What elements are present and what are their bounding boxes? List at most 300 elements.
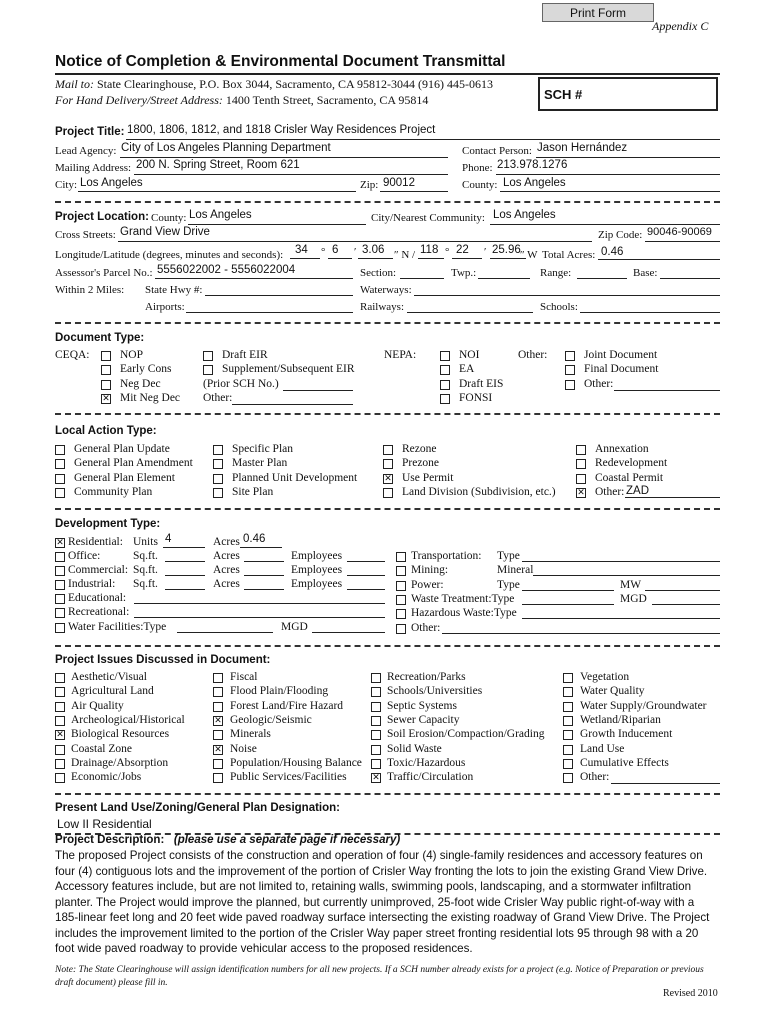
draft-eis-checkbox[interactable] [440, 380, 450, 390]
other-checkbox[interactable] [563, 773, 573, 783]
location-county-field[interactable]: Los Angeles [189, 209, 252, 221]
septic-systems-checkbox[interactable] [371, 702, 381, 712]
population-housing-balance-label: Population/Housing Balance [230, 756, 362, 769]
schools-label: Schools: [540, 301, 578, 313]
community-plan-label: Community Plan [74, 485, 153, 498]
contact-person-line [536, 157, 720, 158]
hazardous-type-line[interactable] [522, 618, 720, 619]
other-checkbox[interactable] [565, 380, 575, 390]
total-acres-line [598, 259, 720, 260]
prior-sch-no-label: (Prior SCH No.) [203, 377, 279, 390]
doc-other-line[interactable] [614, 390, 720, 391]
other-label: Other: [203, 391, 233, 404]
draft-eis-label: Draft EIS [459, 377, 504, 390]
waste-type-line[interactable] [522, 604, 614, 605]
water-type-line[interactable] [177, 632, 273, 633]
coastal-permit-checkbox[interactable] [576, 474, 586, 484]
planned-unit-development-label: Planned Unit Development [232, 471, 358, 484]
sch-number-field[interactable]: SCH # [538, 77, 718, 111]
lead-agency-line [120, 157, 448, 158]
power-label: Power: [411, 578, 444, 591]
nearest-community-label: City/Nearest Community: [371, 212, 485, 224]
zip-line [380, 191, 448, 192]
agricultural-land-label: Agricultural Land [71, 685, 154, 698]
hand-delivery-line [55, 93, 428, 108]
development-type-heading: Development Type: [55, 518, 161, 530]
recreational-checkbox[interactable] [55, 608, 65, 618]
power-type-line[interactable] [522, 590, 614, 591]
general-plan-update-checkbox[interactable] [55, 445, 65, 455]
geologic-seismic-label: Geologic/Seismic [230, 713, 312, 726]
air-quality-label: Air Quality [71, 699, 124, 712]
section-label: Section: [360, 267, 397, 279]
phone-field[interactable]: 213.978.1276 [497, 159, 568, 171]
early-cons-checkbox[interactable] [101, 365, 111, 375]
waterways-label: Waterways: [360, 284, 412, 296]
site-plan-checkbox[interactable] [213, 488, 223, 498]
biological-resources-checkbox[interactable]: ✕ [56, 730, 64, 741]
population-housing-balance-checkbox[interactable] [213, 759, 223, 769]
section-divider [55, 508, 720, 510]
ea-label: EA [459, 363, 475, 376]
long-seconds-field[interactable]: 25.96 [492, 244, 521, 256]
airports-label: Airports: [145, 301, 185, 313]
hand-delivery-text: 1400 Tenth Street, Sacramento, CA 95814 [225, 93, 429, 107]
lead-agency-field[interactable]: City of Los Angeles Planning Department [121, 142, 331, 154]
base-line[interactable] [660, 278, 720, 279]
city-label: City: [55, 179, 78, 191]
total-acres-field[interactable]: 0.46 [601, 246, 624, 258]
master-plan-label: Master Plan [232, 457, 288, 470]
cross-streets-label: Cross Streets: [55, 229, 116, 241]
project-title-label: Project Title: [55, 126, 125, 138]
assessor-parcel-label: Assessor's Parcel No.: [55, 267, 153, 279]
vegetation-checkbox[interactable] [563, 673, 573, 683]
supplement-subsequent-eir-checkbox[interactable] [203, 365, 213, 375]
growth-inducement-checkbox[interactable] [563, 730, 573, 740]
hazardous-waste-type-label: Hazardous Waste:Type [411, 607, 517, 620]
city-line [78, 191, 356, 192]
other-checkbox[interactable]: ✕ [577, 487, 585, 498]
lat-degrees-line [290, 258, 320, 259]
range-line[interactable] [577, 278, 627, 279]
commercial-sqft-label: Sq.ft. [133, 564, 158, 576]
commercial-sqft-line[interactable] [165, 575, 205, 576]
vegetation-label: Vegetation [580, 671, 630, 683]
office-employees-line[interactable] [347, 561, 385, 562]
location-county-line [188, 224, 366, 225]
water-supply-groundwater-checkbox[interactable] [563, 702, 573, 712]
hazardous-waste-type-checkbox[interactable] [396, 609, 406, 619]
solid-waste-checkbox[interactable] [371, 745, 381, 755]
general-plan-element-checkbox[interactable] [55, 474, 65, 484]
land-use-field[interactable]: Low II Residential [57, 817, 152, 831]
office-label: Office: [68, 550, 101, 562]
nepa-label: NEPA: [384, 349, 417, 361]
power-type-label: Type [497, 579, 520, 591]
within-two-miles-label: Within 2 Miles: [55, 284, 125, 296]
noise-checkbox[interactable]: ✕ [214, 744, 222, 755]
long-minutes-field[interactable]: 22 [456, 244, 469, 256]
phone-line [496, 174, 720, 175]
supplement-subsequent-eir-label: Supplement/Subsequent EIR [222, 363, 355, 376]
redevelopment-label: Redevelopment [595, 457, 668, 470]
commercial-employees-label: Employees [291, 564, 343, 576]
general-plan-element-label: General Plan Element [74, 471, 175, 484]
schools-universities-checkbox[interactable] [371, 687, 381, 697]
waste-mgd-label: MGD [620, 593, 647, 605]
commercial-checkbox[interactable] [55, 566, 65, 576]
city-field[interactable]: Los Angeles [80, 177, 143, 189]
planned-unit-development-checkbox[interactable] [213, 474, 223, 484]
contact-person-field[interactable]: Jason Hernández [537, 142, 628, 154]
twp-line[interactable] [478, 278, 530, 279]
industrial-label: Industrial: [68, 578, 116, 590]
recreation-parks-checkbox[interactable] [371, 673, 381, 683]
res-acres-label: Acres [213, 536, 240, 548]
water-quality-label: Water Quality [580, 685, 645, 698]
forest-land-fire-hazard-checkbox[interactable] [213, 702, 223, 712]
section-divider [55, 322, 720, 324]
specific-plan-label: Specific Plan [232, 443, 293, 455]
industrial-acres-line[interactable] [244, 589, 284, 590]
recreational-label: Recreational: [68, 606, 130, 618]
transportation-label: Transportation: [411, 550, 482, 562]
degree-symbol: ° [445, 246, 450, 258]
coastal-permit-label: Coastal Permit [595, 471, 664, 484]
aesthetic-visual-checkbox[interactable] [55, 673, 65, 683]
base-label: Base: [633, 267, 658, 279]
commercial-employees-line[interactable] [347, 575, 385, 576]
early-cons-label: Early Cons [120, 363, 172, 376]
office-sqft-line[interactable] [165, 561, 205, 562]
prior-sch-line[interactable] [283, 390, 353, 391]
coastal-zone-label: Coastal Zone [71, 742, 132, 755]
doc-other-label: Other: [518, 349, 548, 361]
office-employees-label: Employees [291, 550, 343, 562]
mining-label: Mining: [411, 564, 449, 577]
office-checkbox[interactable] [55, 552, 65, 562]
transport-type-label: Type [497, 550, 520, 562]
power-checkbox[interactable] [396, 581, 406, 591]
noise-label: Noise [230, 742, 257, 755]
fiscal-checkbox[interactable] [213, 673, 223, 683]
final-document-label: Final Document [584, 363, 659, 376]
zip-label: Zip: [360, 179, 379, 191]
zip-code-label: Zip Code: [598, 229, 643, 241]
residential-checkbox[interactable]: ✕ [56, 538, 64, 548]
economic-jobs-checkbox[interactable] [55, 773, 65, 783]
annexation-label: Annexation [595, 443, 649, 455]
mailing-address-line [134, 174, 448, 175]
mining-mineral-label: Mineral [497, 564, 534, 576]
west-label: ″ W [520, 249, 538, 261]
specific-plan-checkbox[interactable] [213, 445, 223, 455]
section-divider [55, 201, 720, 203]
airports-line[interactable] [186, 312, 353, 313]
septic-systems-label: Septic Systems [387, 699, 457, 712]
land-division-subdivision-etc-checkbox[interactable] [383, 488, 393, 498]
project-description-field[interactable]: The proposed Project consists of the construction and operation of four (4) single-family residences and accessory features on four (4) contiguous lots and the improvement of the portion of Crisler Way fronting the lots to join the existing Grand View Drive. Accessory features include, but are not limited to, retaining walls, swimming pools, landscaping, and a stormwater infiltration planter. The Project would improve the planned, but currently unimproved, 25-foot wide Crisler Way public right-of-way with a 185-linear feet long and 20 feet wide paved roadway surface intersecting the existing roadway of Grand View Drive. The Project includes the improvement limited to the portion of the Crisler Way paper street fronting residential lots 95 through 98 with a 20 foot wide paved roadway to provide vehicular access to the proposed residences. [55, 849, 710, 955]
cross-streets-field[interactable]: Grand View Drive [120, 226, 210, 238]
cross-streets-line [118, 241, 592, 242]
ceqa-other-line[interactable] [232, 404, 353, 405]
title-rule [55, 73, 720, 75]
geologic-seismic-checkbox[interactable]: ✕ [214, 715, 222, 726]
recreation-parks-label: Recreation/Parks [387, 671, 466, 683]
other-checkbox[interactable] [396, 624, 406, 634]
land-use-checkbox[interactable] [563, 745, 573, 755]
educational-label: Educational: [68, 592, 127, 604]
nearest-community-field[interactable]: Los Angeles [493, 209, 556, 221]
growth-inducement-label: Growth Inducement [580, 728, 673, 741]
prezone-checkbox[interactable] [383, 459, 393, 469]
public-services-facilities-checkbox[interactable] [213, 773, 223, 783]
long-degrees-field[interactable]: 118 [420, 244, 439, 256]
lat-degrees-field[interactable]: 34 [295, 244, 308, 256]
waste-mgd-line[interactable] [652, 604, 720, 605]
revised-date: Revised 2010 [663, 988, 718, 999]
draft-eir-label: Draft EIR [222, 349, 268, 361]
print-form-button[interactable]: Print Form [542, 3, 654, 22]
fonsi-label: FONSI [459, 391, 493, 404]
residential-label: Residential: [68, 536, 123, 548]
rezone-label: Rezone [402, 443, 437, 455]
office-sqft-label: Sq.ft. [133, 550, 158, 562]
biological-resources-label: Biological Resources [71, 728, 170, 741]
water-checkbox[interactable] [55, 623, 65, 633]
draft-eir-checkbox[interactable] [203, 351, 213, 361]
transport-type-line[interactable] [522, 561, 720, 562]
section-divider [55, 645, 720, 647]
aesthetic-visual-label: Aesthetic/Visual [71, 671, 147, 683]
degree-symbol: ° [321, 246, 326, 258]
section-divider [55, 793, 720, 795]
minute-symbol: ′ [354, 246, 357, 258]
form-title: Notice of Completion & Environmental Document Transmittal [55, 53, 506, 70]
lat-minutes-field[interactable]: 6 [332, 244, 339, 256]
assessor-parcel-field[interactable]: 5556022002 - 5556022004 [157, 264, 296, 276]
county-line [500, 191, 720, 192]
use-permit-checkbox[interactable]: ✕ [384, 473, 392, 484]
minute-symbol: ′ [484, 246, 487, 258]
zip-code-field[interactable]: 90046-90069 [647, 226, 712, 238]
master-plan-checkbox[interactable] [213, 459, 223, 469]
air-quality-checkbox[interactable] [55, 702, 65, 712]
section-line[interactable] [400, 278, 444, 279]
office-acres-line[interactable] [244, 561, 284, 562]
toxic-hazardous-label: Toxic/Hazardous [387, 756, 466, 769]
commercial-acres-line[interactable] [244, 575, 284, 576]
mit-neg-dec-checkbox[interactable]: ✕ [102, 393, 110, 404]
general-plan-amendment-checkbox[interactable] [55, 459, 65, 469]
traffic-circulation-label: Traffic/Circulation [387, 771, 474, 784]
site-plan-label: Site Plan [232, 485, 274, 498]
minerals-checkbox[interactable] [213, 730, 223, 740]
neg-dec-label: Neg Dec [120, 377, 161, 390]
mail-to-line [55, 77, 493, 92]
issues-other-line[interactable] [611, 783, 720, 784]
minerals-label: Minerals [230, 728, 271, 741]
commercial-label: Commercial: [68, 564, 129, 576]
total-acres-label: Total Acres: [542, 249, 596, 261]
land-use-label: Land Use [580, 742, 625, 755]
other-label: Other: [580, 771, 610, 784]
project-title-line [126, 139, 720, 140]
local-action-other-line [625, 497, 720, 498]
mining-mineral-line[interactable] [533, 575, 720, 576]
rezone-checkbox[interactable] [383, 445, 393, 455]
use-permit-label: Use Permit [402, 471, 454, 484]
land-use-heading: Present Land Use/Zoning/General Plan Designation: [55, 802, 340, 814]
commercial-acres-label: Acres [213, 564, 240, 576]
nearest-community-line [490, 224, 720, 225]
sewer-capacity-checkbox[interactable] [371, 716, 381, 726]
joint-document-label: Joint Document [584, 349, 658, 361]
industrial-acres-label: Acres [213, 578, 240, 590]
mailing-address-field[interactable]: 200 N. Spring Street, Room 621 [136, 159, 300, 171]
industrial-employees-label: Employees [291, 578, 343, 590]
lat-seconds-field[interactable]: 3.06 [362, 244, 385, 256]
waste-treatment-type-checkbox[interactable] [396, 595, 406, 605]
appendix-label: Appendix C [652, 19, 709, 33]
economic-jobs-label: Economic/Jobs [71, 771, 142, 784]
railways-label: Railways: [360, 301, 404, 313]
zip-code-line [645, 241, 720, 242]
flood-plain-flooding-label: Flood Plain/Flooding [230, 685, 329, 698]
units-label: Units [133, 536, 158, 548]
state-hwy-line[interactable] [205, 295, 353, 296]
dev-other-line[interactable] [442, 633, 720, 634]
schools-universities-label: Schools/Universities [387, 685, 483, 698]
schools-line[interactable] [580, 312, 720, 313]
water-label: Water Facilities:Type [68, 621, 167, 633]
final-document-checkbox[interactable] [565, 365, 575, 375]
project-location-heading: Project Location: [55, 211, 149, 223]
office-acres-label: Acres [213, 550, 240, 562]
railways-line[interactable] [407, 312, 533, 313]
cumulative-effects-checkbox[interactable] [563, 759, 573, 769]
public-services-facilities-label: Public Services/Facilities [230, 771, 347, 784]
land-division-subdivision-etc-label: Land Division (Subdivision, etc.) [402, 485, 556, 498]
joint-document-checkbox[interactable] [565, 351, 575, 361]
water-quality-checkbox[interactable] [563, 687, 573, 697]
drainage-absorption-label: Drainage/Absorption [71, 756, 169, 769]
neg-dec-checkbox[interactable] [101, 380, 111, 390]
res-acres-field[interactable]: 0.46 [243, 533, 266, 545]
prezone-label: Prezone [402, 457, 440, 470]
traffic-circulation-checkbox[interactable]: ✕ [372, 773, 380, 784]
redevelopment-checkbox[interactable] [576, 459, 586, 469]
location-county-label: County: [151, 212, 187, 224]
ea-checkbox[interactable] [440, 365, 450, 375]
north-label: ″ N / [394, 249, 416, 261]
zip-field[interactable]: 90012 [383, 177, 415, 189]
industrial-employees-line[interactable] [347, 589, 385, 590]
county-label: County: [462, 179, 498, 191]
recreational-line[interactable] [134, 617, 385, 618]
noi-checkbox[interactable] [440, 351, 450, 361]
long-degrees-line [418, 258, 444, 259]
range-label: Range: [540, 267, 572, 279]
fonsi-checkbox[interactable] [440, 394, 450, 404]
mining-checkbox[interactable] [396, 566, 406, 576]
sewer-capacity-label: Sewer Capacity [387, 713, 460, 726]
footer-note: Note: The State Clearinghouse will assign identification numbers for all new projects. If a SCH number already exists for a project (e.g. Notice of Preparation or previous draft document) please fill in. [55, 965, 704, 988]
power-mw-label: MW [620, 579, 642, 591]
lead-agency-label: Lead Agency: [55, 145, 117, 157]
units-field[interactable]: 4 [165, 533, 172, 545]
twp-label: Twp.: [451, 267, 477, 279]
transportation-checkbox[interactable] [396, 552, 406, 562]
wetland-riparian-label: Wetland/Riparian [580, 713, 661, 726]
archeological-historical-label: Archeological/Historical [71, 713, 185, 726]
contact-person-label: Contact Person: [462, 145, 532, 157]
state-hwy-label: State Hwy #: [145, 284, 203, 296]
annexation-checkbox[interactable] [576, 445, 586, 455]
mit-neg-dec-label: Mit Neg Dec [120, 391, 181, 404]
flood-plain-flooding-checkbox[interactable] [213, 687, 223, 697]
nop-label: NOP [120, 349, 144, 361]
soil-erosion-compaction-grading-checkbox[interactable] [371, 730, 381, 740]
water-mgd-line[interactable] [312, 632, 385, 633]
water-mgd-label: MGD [281, 621, 308, 633]
project-description-heading-line [55, 834, 400, 846]
hand-delivery-label: For Hand Delivery/Street Address: [55, 93, 223, 107]
other-value[interactable]: ZAD [626, 484, 649, 497]
project-description-heading: Project Description: [55, 834, 165, 846]
cumulative-effects-label: Cumulative Effects [580, 756, 669, 769]
soil-erosion-compaction-grading-label: Soil Erosion/Compaction/Grading [387, 728, 545, 741]
county-field[interactable]: Los Angeles [503, 177, 566, 189]
industrial-checkbox[interactable] [55, 580, 65, 590]
local-action-heading: Local Action Type: [55, 425, 157, 437]
nop-checkbox[interactable] [101, 351, 111, 361]
educational-checkbox[interactable] [55, 594, 65, 604]
general-plan-amendment-label: General Plan Amendment [74, 457, 193, 470]
toxic-hazardous-checkbox[interactable] [371, 759, 381, 769]
general-plan-update-label: General Plan Update [74, 443, 170, 455]
project-title-field[interactable]: 1800, 1806, 1812, and 1818 Crisler Way Residences Project [127, 124, 436, 136]
res-acres-line[interactable] [240, 547, 282, 548]
document-type-heading: Document Type: [55, 332, 145, 344]
wetland-riparian-checkbox[interactable] [563, 716, 573, 726]
section-divider [55, 413, 720, 415]
project-description-note: (please use a separate page if necessary) [173, 834, 401, 846]
lat-seconds-line [358, 258, 393, 259]
forest-land-fire-hazard-label: Forest Land/Fire Hazard [230, 699, 344, 712]
assessor-parcel-line [155, 278, 353, 279]
drainage-absorption-checkbox[interactable] [55, 759, 65, 769]
coastal-zone-checkbox[interactable] [55, 745, 65, 755]
archeological-historical-checkbox[interactable] [55, 716, 65, 726]
waste-treatment-type-label: Waste Treatment:Type [411, 592, 515, 605]
mailing-address-label: Mailing Address: [55, 162, 132, 174]
agricultural-land-checkbox[interactable] [55, 687, 65, 697]
water-supply-groundwater-label: Water Supply/Groundwater [580, 699, 707, 712]
industrial-sqft-label: Sq.ft. [133, 578, 158, 590]
phone-label: Phone: [462, 162, 493, 174]
noi-label: NOI [459, 349, 480, 361]
industrial-sqft-line[interactable] [165, 589, 205, 590]
latlong-label: Longitude/Latitude (degrees, minutes and seconds): [55, 249, 284, 261]
educational-line[interactable] [134, 603, 385, 604]
community-plan-checkbox[interactable] [55, 488, 65, 498]
units-line[interactable] [163, 547, 205, 548]
waterways-line[interactable] [414, 295, 720, 296]
other-label: Other: [411, 621, 441, 634]
power-mw-line[interactable] [645, 590, 720, 591]
